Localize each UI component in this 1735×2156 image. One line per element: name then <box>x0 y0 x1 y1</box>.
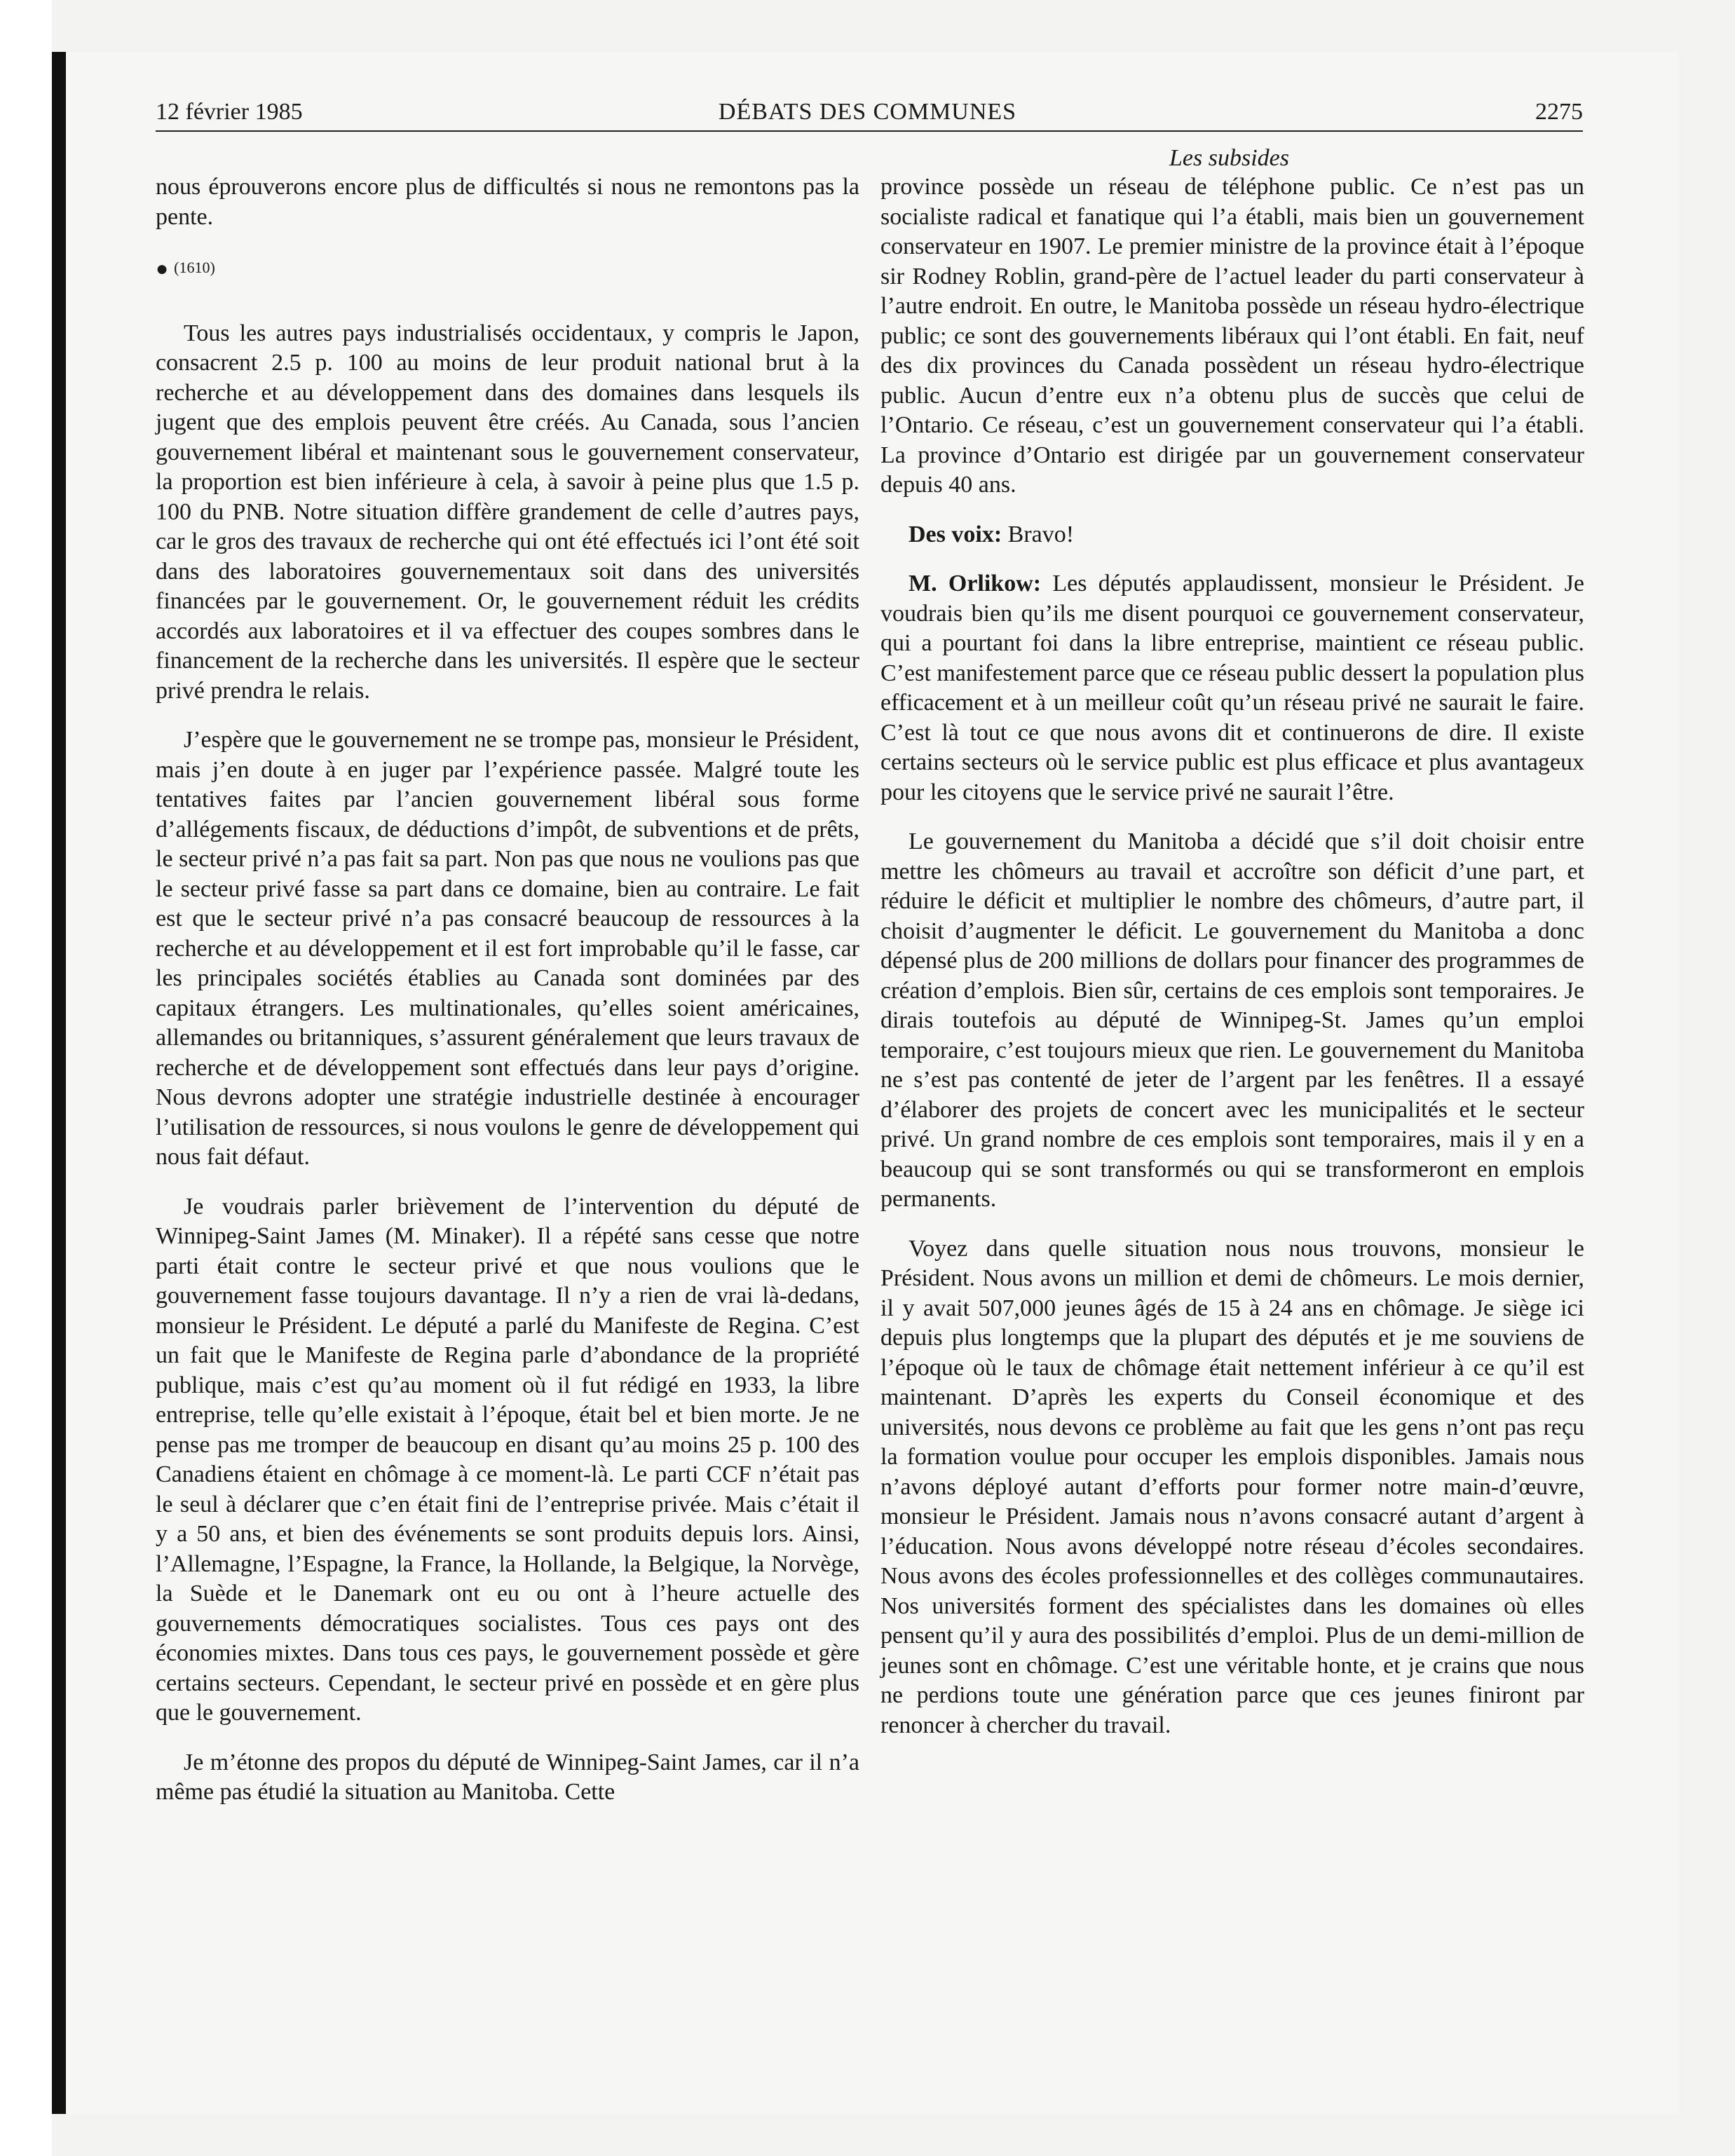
speech-voices <box>880 520 1584 550</box>
header-date: 12 février 1985 <box>156 99 303 125</box>
header-publication: DÉBATS DES COMMUNES <box>718 99 1017 125</box>
header-page-number: 2275 <box>1535 99 1583 125</box>
header-rule <box>156 130 1583 132</box>
paragraph: province possède un réseau de téléphone public. Ce n’est pas un socialiste radical et fanatique qui l’a établi, mais bien un gouvernement conservateur en 1907. Le premier ministre de la province était à l’époque sir Rodney Roblin, grand-père de l’actuel leader du parti conservateur à l’autre endroit. En outre, le Manitoba possède un réseau hydro-électrique public; ce sont des gouvernements libéraux qui l’ont établi. En fait, neuf des dix provinces du Canada possèdent un réseau hydro-électrique public. Aucun d’entre eux n’a obtenu plus de succès que celui de l’Ontario. Ce réseau, c’est un gouvernement conservateur qui l’a établi. La province d’Ontario est dirigée par un gouvernement conservateur depuis 40 ans. <box>880 174 1584 498</box>
bullet-icon: ● <box>156 257 169 280</box>
paragraph: Voyez dans quelle situation nous nous trouvons, monsieur le Président. Nous avons un million et demi de chômeurs. Le mois dernier, il y avait 507,000 jeunes âgés de 15 à 24 ans en chômage. Je siège ici depuis plus longtemps que la plupart des députés et je me souviens de l’époque où le taux de chômage était nettement inférieur à ce qu’il est maintenant. D’après les experts du Conseil économique et des universités, nous devons ce problème au fait que les gens n’ont pas reçu la formation voulue pour occuper les emplois disponibles. Jamais nous n’avons déployé autant d’efforts pour former notre main-d’œuvre, monsieur le Président. Jamais nous n’avons consacré autant d’argent à l’éducation. Nous avons développé notre réseau d’écoles secondaires. Nous avons des écoles professionnelles et des collèges communautaires. Nos universités forment des spécialistes dans les domaines où elles pensent qu’il y aura des possibilités d’emploi. Plus de un demi-million de jeunes sont en chômage. C’est une véritable honte, et je crains que nous ne perdions toute une génération parce que ces jeunes finiront par renoncer à chercher du travail. <box>880 1235 1584 1738</box>
speech-text: Bravo! <box>1007 521 1075 547</box>
paragraph: J’espère que le gouvernement ne se trompe pas, monsieur le Président, mais j’en doute à en juger par l’expérience passée. Malgré toute les tentatives faites par l’ancien gouvernement libéral sous forme d’allégements fiscaux, de déductions d’impôt, de subventions et de prêts, le secteur privé n’a pas fait sa part. Non pas que nous ne voulions pas que le secteur privé fasse sa part dans ce domaine, bien au contraire. Le fait est que le secteur privé n’a pas consacré beaucoup de ressources à la recherche et au développement et il est fort improbable qu’il le fasse, car les principales sociétés établies au Canada sont dominées par des capitaux étrangers. Les multinationales, qu’elles soient américaines, allemandes ou britanniques, s’assurent généralement que leurs travaux de recherche et de développement sont effectués dans leur pays d’origine. Nous devrons adopter une stratégie industrielle destinée à encourager l’utilisation de ressources, si nous voulons le genre de développement qui nous fait défaut. <box>156 727 859 1171</box>
paragraph: Tous les autres pays industrialisés occidentaux, y compris le Japon, consacrent 2.5 p. 100 au moins de leur produit national brut à la recherche et au développement dans des domaines dans lesquels ils jugent que des emplois peuvent être créés. Au Canada, sous l’ancien gouvernement libéral et maintenant sous le gouvernement conservateur, la proportion est bien inférieure à cela, à savoir à peine plus que 1.5 p. 100 du PNB. Notre situation diffère grandement de celle d’autres pays, car le gros des travaux de recherche qui ont été effectués ici l’ont été soit dans des laboratoires gouvernementaux soit dans des universités financées par le gouvernement. Or, le gouvernement réduit les crédits accordés aux laboratoires et il va effectuer des coupes sombres dans le financement de la recherche dans les universités. Il espère que le secteur privé prendra le relais. <box>156 320 859 704</box>
paragraph: Le gouvernement du Manitoba a décidé que s’il doit choisir entre mettre les chômeurs au travail et accroître son déficit d’une part, et réduire le déficit et multiplier le nombre des chômeurs, d’autre part, il choisit d’augmenter le déficit. Le gouvernement du Manitoba a donc dépensé plus de 200 millions de dollars pour financer des programmes de création d’emplois. Bien sûr, certains de ces emplois sont temporaires. Je dirais toutefois au député de Winnipeg-St. James qu’un emploi temporaire, c’est toujours mieux que rien. Le gouvernement du Manitoba ne s’est pas contenté de jeter de l’argent par les fenêtres. Il a essayé d’élaborer des projets de concert avec les municipalités et le secteur privé. Un grand nombre de ces emplois sont temporaires, mais il y en a beaucoup qui se sont transformés ou qui se transformeront en emplois permanents. <box>880 828 1584 1212</box>
time-marker <box>156 257 859 280</box>
scan-margin <box>0 0 52 2156</box>
speech-orlikow <box>880 569 1584 807</box>
paragraph: Je voudrais parler brièvement de l’intervention du député de Winnipeg-Saint James (M. Minaker). Il a répété sans cesse que notre parti était contre le secteur privé et que nous voulions que le gouvernement fasse toujours davantage. Il n’y a rien de vrai là-dedans, monsieur le Président. Le député a parlé du Manifeste de Regina. C’est un fait que le Manifeste de Regina parle d’abondance de la propriété publique, mais c’est qu’au moment où il fut rédigé en 1933, la libre entreprise, telle qu’elle existait à l’époque, était bel et bien morte. Je ne pense pas me tromper de beaucoup en disant qu’au moins 25 p. 100 des Canadiens étaient en chômage à ce moment-là. Le parti CCF n’était pas le seul à déclarer que c’en était fini de l’entreprise privée. Mais c’était il y a 50 ans, et bien des événements se sont produits depuis lors. Ainsi, l’Allemagne, l’Espagne, la France, la Hollande, la Belgique, la Norvège, la Suède et le Danemark ont eu ou ont à l’heure actuelle des gouvernements démocratiques socialistes. Tous ces pays ont des économies mixtes. Dans tous ces pays, le gouvernement possède et gère certains secteurs. Cependant, le secteur privé en possède et en gère plus que le gouvernement. <box>156 1193 859 1726</box>
speaker-name: Des voix: <box>909 521 1002 547</box>
left-column <box>156 172 859 1808</box>
speech-text: Les députés applaudissent, monsieur le Président. Je voudrais bien qu’ils me disent pourquoi ce gouvernement conservateur, qui a pourtant foi dans la libre entreprise, maintient ce réseau public. C’est manifestement parce que ce réseau public dessert la population plus efficacement et à un meilleur coût qu’un réseau privé ne saurait le faire. C’est là tout ce que nous avons dit et continuerons de dire. Il existe certains secteurs où le service public est plus efficace et plus avantageux pour les citoyens que le service privé ne saurait l’être. <box>880 571 1584 805</box>
paragraph: nous éprouverons encore plus de difficultés si nous ne remontons pas la pente. <box>156 174 859 230</box>
speaker-name: M. Orlikow: <box>909 571 1042 596</box>
scan-binding-edge <box>52 52 66 2114</box>
time-marker-text: (1610) <box>174 259 215 276</box>
running-head: Les subsides <box>1169 145 1289 171</box>
right-column <box>880 172 1584 1740</box>
paragraph: Je m’étonne des propos du député de Winnipeg-Saint James, car il n’a même pas étudié la situation au Manitoba. Cette <box>156 1749 859 1806</box>
